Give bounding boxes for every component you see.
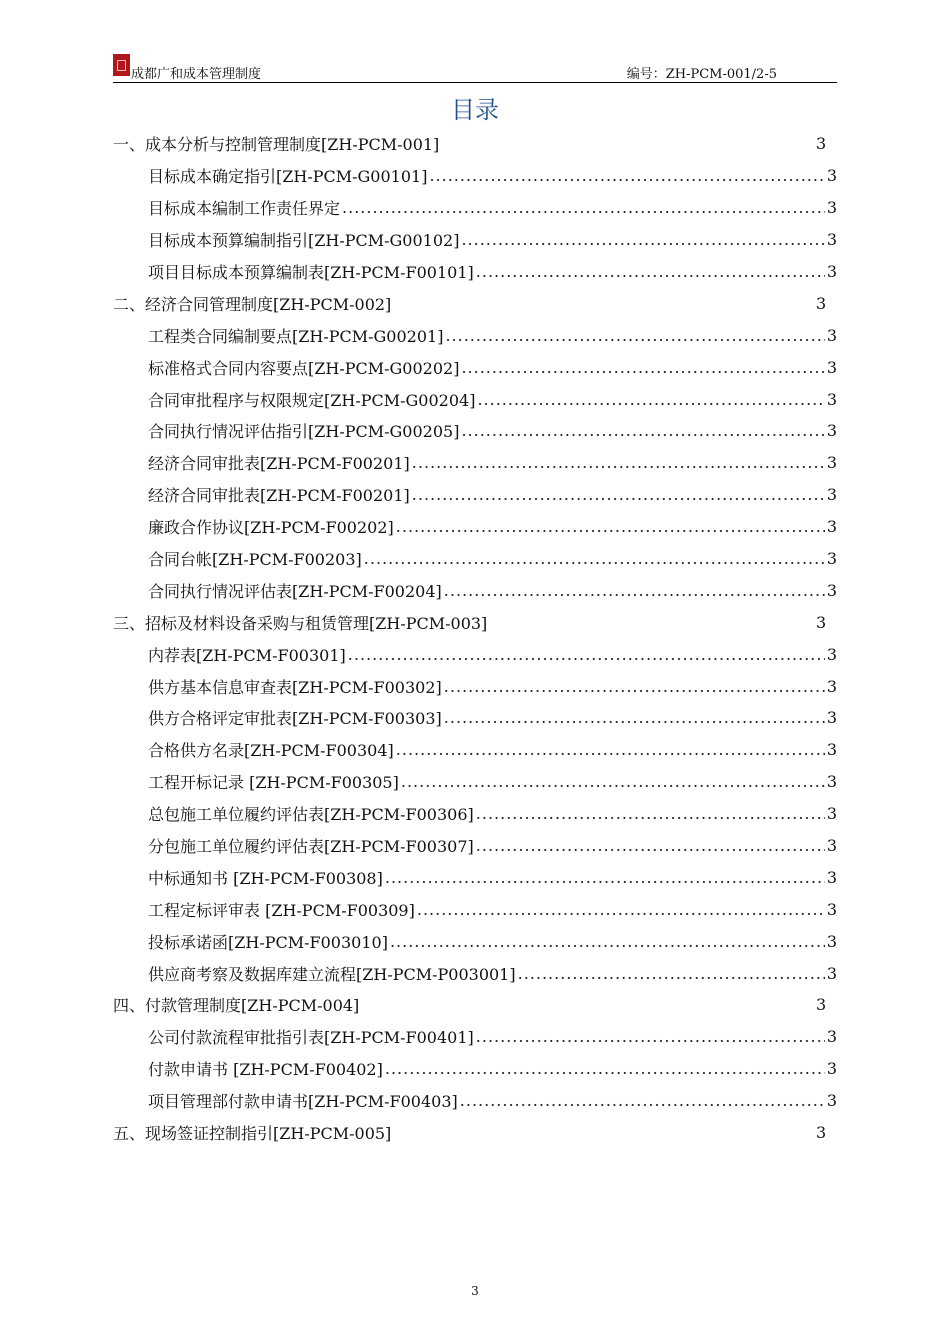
toc-entry[interactable] [113, 638, 837, 670]
toc-entry-page: 3 [826, 517, 837, 537]
toc-entry-label: 工程开标记录 [ZH-PCM-F00305] [148, 773, 399, 793]
toc-entry[interactable] [113, 479, 837, 511]
toc-entry-page: 3 [826, 389, 837, 409]
toc-entry-page: 3 [826, 357, 837, 377]
header-doc-number: 编号：ZH-PCM-001/2-5 [626, 67, 777, 82]
toc-leader-dots [342, 198, 825, 217]
toc-entry-label: 标准格式合同内容要点[ZH-PCM-G00202] [148, 358, 460, 378]
toc-leader-dots [461, 230, 824, 249]
toc-leader-dots [429, 166, 824, 185]
toc-leader-dots [412, 453, 825, 472]
toc-entry[interactable] [113, 447, 837, 479]
toc-entry-page: 3 [816, 612, 827, 632]
toc-entry-page: 3 [826, 262, 837, 281]
toc-entry-label: 四、付款管理制度[ZH-PCM-004] [113, 996, 360, 1016]
toc-entry-label: 供方基本信息审查表[ZH-PCM-F00302] [148, 677, 442, 697]
toc-title: 目录 [451, 96, 499, 124]
toc-entry[interactable] [113, 319, 837, 351]
toc-entry-label: 公司付款流程审批指引表[ZH-PCM-F00401] [148, 1028, 474, 1048]
toc-entry-label: 投标承诺函[ZH-PCM-F003010] [148, 932, 388, 952]
toc-entry[interactable] [113, 766, 837, 798]
toc-leader-dots [385, 1059, 825, 1078]
toc-entry[interactable] [113, 861, 837, 893]
toc-leader-dots [396, 517, 825, 536]
toc-entry-page: 3 [826, 708, 837, 728]
toc-leader-dots [396, 740, 825, 759]
toc-entry-label: 合同台帐[ZH-PCM-F00203] [148, 550, 362, 570]
toc-entry-page: 3 [816, 134, 827, 154]
toc-entry-label: 工程类合同编制要点[ZH-PCM-G00201] [148, 326, 444, 346]
toc-section-entry[interactable] [113, 287, 837, 319]
toc-entry-page: 3 [826, 804, 837, 824]
toc-entry-page: 3 [826, 772, 837, 792]
toc-entry-label: 经济合同审批表[ZH-PCM-F00201] [148, 486, 410, 506]
toc-entry-page: 3 [826, 421, 837, 441]
toc-entry-label: 五、现场签证控制指引[ZH-PCM-005] [113, 1124, 392, 1144]
toc-entry[interactable] [113, 925, 837, 957]
toc-entry-label: 目标成本预算编制指引[ZH-PCM-G00102] [148, 231, 460, 251]
toc-leader-dots [461, 358, 824, 377]
toc-entry[interactable] [113, 702, 837, 734]
toc-entry[interactable] [113, 192, 837, 224]
toc-entry[interactable] [113, 160, 837, 192]
toc-entry-label: 合同执行情况评估指引[ZH-PCM-G00205] [148, 422, 460, 442]
toc-entry[interactable] [113, 574, 837, 606]
toc-entry-page: 3 [826, 580, 837, 600]
toc-leader-dots [477, 390, 824, 409]
toc-section-entry[interactable] [113, 989, 837, 1021]
toc-entry-page: 3 [826, 485, 837, 505]
toc-entry-label: 分包施工单位履约评估表[ZH-PCM-F00307] [148, 837, 474, 857]
toc-section-entry[interactable] [113, 1117, 837, 1149]
toc-entry-label: 合同执行情况评估表[ZH-PCM-F00204] [148, 581, 442, 601]
toc-entry-label: 合同审批程序与权限规定[ZH-PCM-G00204] [148, 390, 476, 410]
toc-entry[interactable] [113, 1085, 837, 1117]
toc-entry-label: 目标成本编制工作责任界定 [148, 199, 341, 219]
toc-leader-dots [445, 326, 824, 345]
company-logo [113, 54, 130, 76]
toc-leader-dots [385, 868, 825, 887]
toc-entry[interactable] [113, 957, 837, 989]
toc-leader-dots [390, 932, 825, 951]
toc-entry[interactable] [113, 734, 837, 766]
toc-entry-page: 3 [816, 995, 827, 1015]
toc-section-entry[interactable] [113, 128, 837, 160]
toc-entry-page: 3 [826, 644, 837, 664]
toc-entry[interactable] [113, 224, 837, 256]
toc-entry[interactable] [113, 415, 837, 447]
toc-entry-label: 三、招标及材料设备采购与租赁管理[ZH-PCM-003] [113, 613, 488, 633]
toc-entry-page: 3 [816, 293, 827, 313]
toc-leader-dots [461, 421, 824, 440]
toc-entry-page: 3 [826, 1059, 837, 1079]
toc-entry-label: 经济合同审批表[ZH-PCM-F00201] [148, 454, 410, 474]
toc-leader-dots [476, 836, 825, 855]
toc-entry-label: 中标通知书 [ZH-PCM-F00308] [148, 868, 383, 888]
toc-leader-dots [348, 645, 825, 664]
toc-leader-dots [476, 804, 825, 823]
toc-entry-page: 3 [826, 899, 837, 919]
toc-leader-dots [364, 549, 825, 568]
toc-entry[interactable] [113, 511, 837, 543]
toc-entry[interactable] [113, 256, 837, 288]
toc-entry-page: 3 [826, 963, 837, 983]
toc-entry-page: 3 [826, 867, 837, 887]
toc-entry-page: 3 [826, 1027, 837, 1047]
toc-entry-label: 项目目标成本预算编制表[ZH-PCM-F00101] [148, 263, 474, 282]
page-number: 3 [471, 1284, 479, 1298]
toc-entry-label: 廉政合作协议[ZH-PCM-F00202] [148, 518, 394, 538]
toc-entry[interactable] [113, 893, 837, 925]
toc-leader-dots [460, 1091, 825, 1110]
toc-entry[interactable] [113, 1053, 837, 1085]
toc-entry-label: 供方合格评定审批表[ZH-PCM-F00303] [148, 709, 442, 729]
toc-entry-page: 3 [826, 198, 837, 218]
toc-entry-page: 3 [826, 453, 837, 473]
toc-leader-dots [476, 262, 825, 281]
toc-entry-page: 3 [816, 1123, 827, 1143]
toc-entry-label: 内荐表[ZH-PCM-F00301] [148, 645, 346, 665]
toc-leader-dots [476, 1027, 825, 1046]
toc-entry-label: 项目管理部付款申请书[ZH-PCM-F00403] [148, 1092, 458, 1112]
toc-leader-dots [412, 485, 825, 504]
header-org-title: 成都广和成本管理制度 [131, 67, 262, 82]
toc-entry-label: 供应商考察及数据库建立流程[ZH-PCM-P003001] [148, 964, 516, 984]
toc-leader-dots [444, 581, 825, 600]
toc-entry-page: 3 [826, 325, 837, 345]
table-of-contents [113, 128, 837, 1149]
toc-entry-label: 合格供方名录[ZH-PCM-F00304] [148, 741, 394, 761]
toc-entry[interactable] [113, 670, 837, 702]
toc-entry-page: 3 [826, 676, 837, 696]
toc-entry-label: 目标成本确定指引[ZH-PCM-G00101] [148, 167, 428, 187]
toc-entry-page: 3 [826, 166, 837, 186]
toc-entry-label: 付款申请书 [ZH-PCM-F00402] [148, 1060, 383, 1080]
toc-entry[interactable] [113, 830, 837, 862]
page-header [113, 54, 837, 83]
toc-entry-label: 工程定标评审表 [ZH-PCM-F00309] [148, 900, 415, 920]
toc-entry[interactable] [113, 383, 837, 415]
toc-leader-dots [417, 900, 825, 919]
toc-entry-page: 3 [826, 836, 837, 856]
toc-entry-page: 3 [826, 931, 837, 951]
toc-entry-label: 一、成本分析与控制管理制度[ZH-PCM-001] [113, 135, 440, 155]
toc-entry[interactable] [113, 543, 837, 575]
toc-entry[interactable] [113, 1021, 837, 1053]
toc-leader-dots [444, 677, 825, 696]
toc-entry[interactable] [113, 798, 837, 830]
toc-entry-label: 二、经济合同管理制度[ZH-PCM-002] [113, 294, 392, 314]
toc-entry-page: 3 [826, 230, 837, 250]
toc-leader-dots [444, 708, 825, 727]
toc-entry-page: 3 [826, 549, 837, 569]
toc-entry-page: 3 [826, 1091, 837, 1111]
toc-leader-dots [518, 964, 825, 983]
toc-entry-page: 3 [826, 740, 837, 760]
toc-section-entry[interactable] [113, 606, 837, 638]
toc-leader-dots [401, 772, 825, 791]
toc-entry[interactable] [113, 351, 837, 383]
toc-entry-label: 总包施工单位履约评估表[ZH-PCM-F00306] [148, 805, 474, 825]
